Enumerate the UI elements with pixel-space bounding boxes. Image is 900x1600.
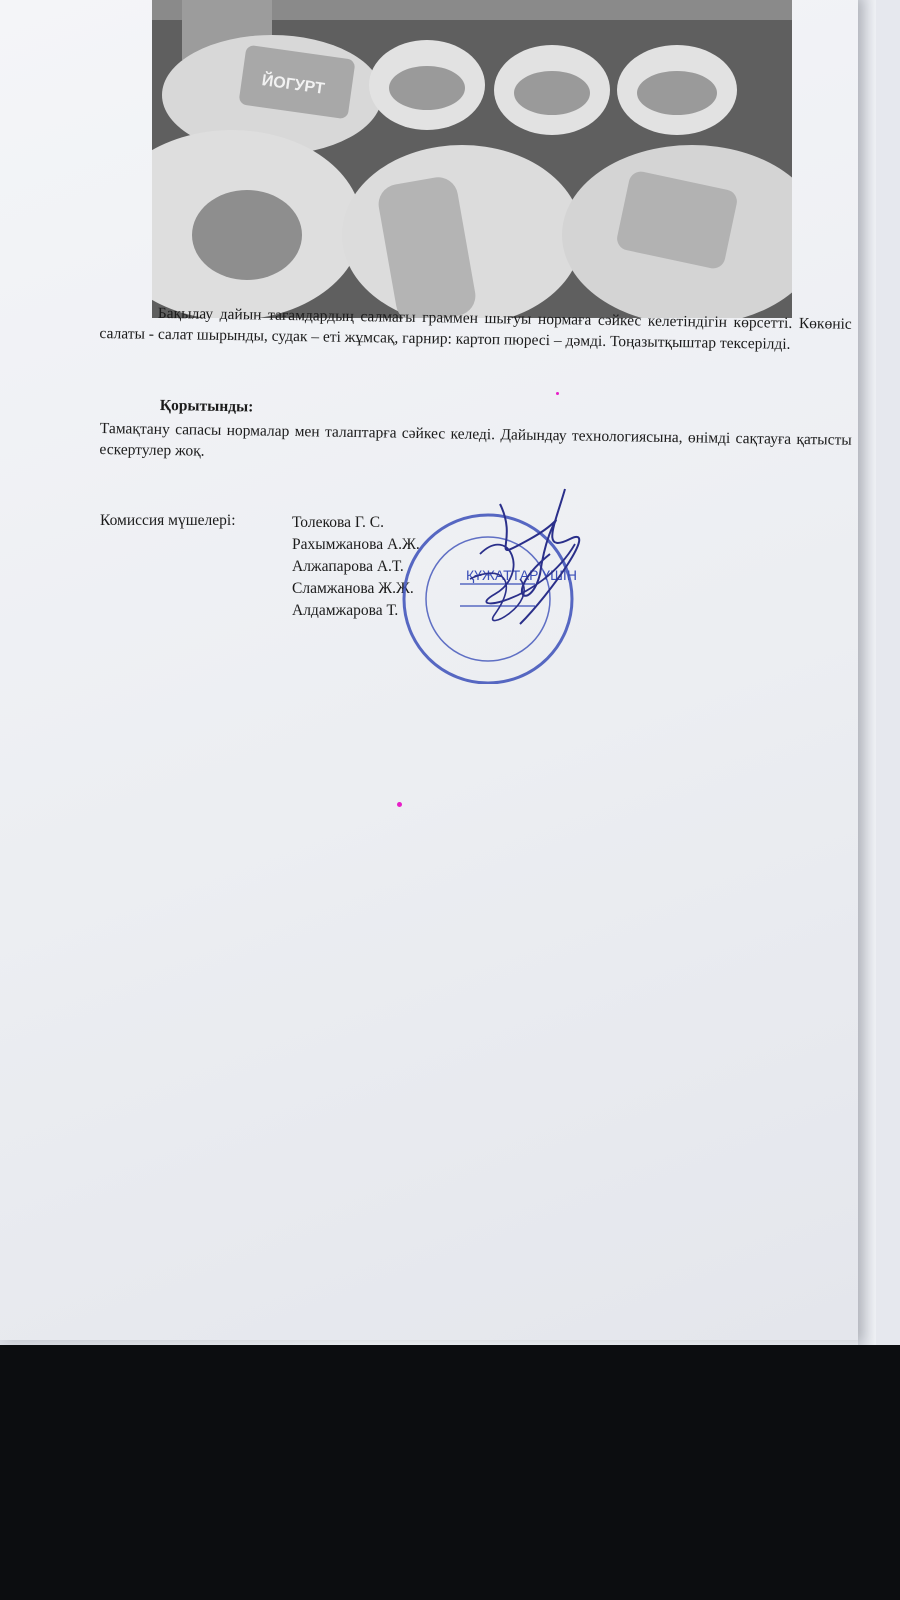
member-name: Алдамжарова Т. bbox=[292, 602, 399, 619]
official-stamp bbox=[400, 484, 610, 684]
conclusion-heading: Қорытынды: bbox=[159, 397, 254, 416]
ink-dot bbox=[556, 392, 559, 395]
member-name: Рахымжанова А.Ж. bbox=[292, 536, 420, 553]
stamp-center-text: ҚҰЖАТТАР ҮШІН bbox=[466, 567, 577, 583]
commission-label: Комиссия мүшелері: bbox=[100, 512, 236, 529]
paragraph-inspection: Бақылау дайын тағамдардың салмағы граммен шығуы нормаға сәйкес келетіндігін көрсетті. Көкөніс салаты - салат шырынды, судак – еті жұмсақ, гарнир: картоп пюресі – дәмді. Тоңазытқыштар тексерілді. bbox=[99, 304, 852, 353]
member-name: Алжапарова А.Т. bbox=[292, 558, 404, 575]
food-photo bbox=[152, 0, 792, 318]
member-name: Сламжанова Ж.Ж. bbox=[292, 580, 414, 597]
paragraph-conclusion: Тамақтану сапасы нормалар мен талаптарға сәйкес келеді. Дайындау технологиясына, өнімді сақтауға қатысты ескертулер жоқ. bbox=[99, 419, 852, 460]
package-label: ЙОГУРТ bbox=[260, 72, 326, 98]
food-photo-image bbox=[152, 0, 792, 318]
member-name: Толекова Г. С. bbox=[292, 514, 385, 531]
paper-edge bbox=[858, 0, 876, 1345]
ink-dot bbox=[397, 802, 402, 807]
